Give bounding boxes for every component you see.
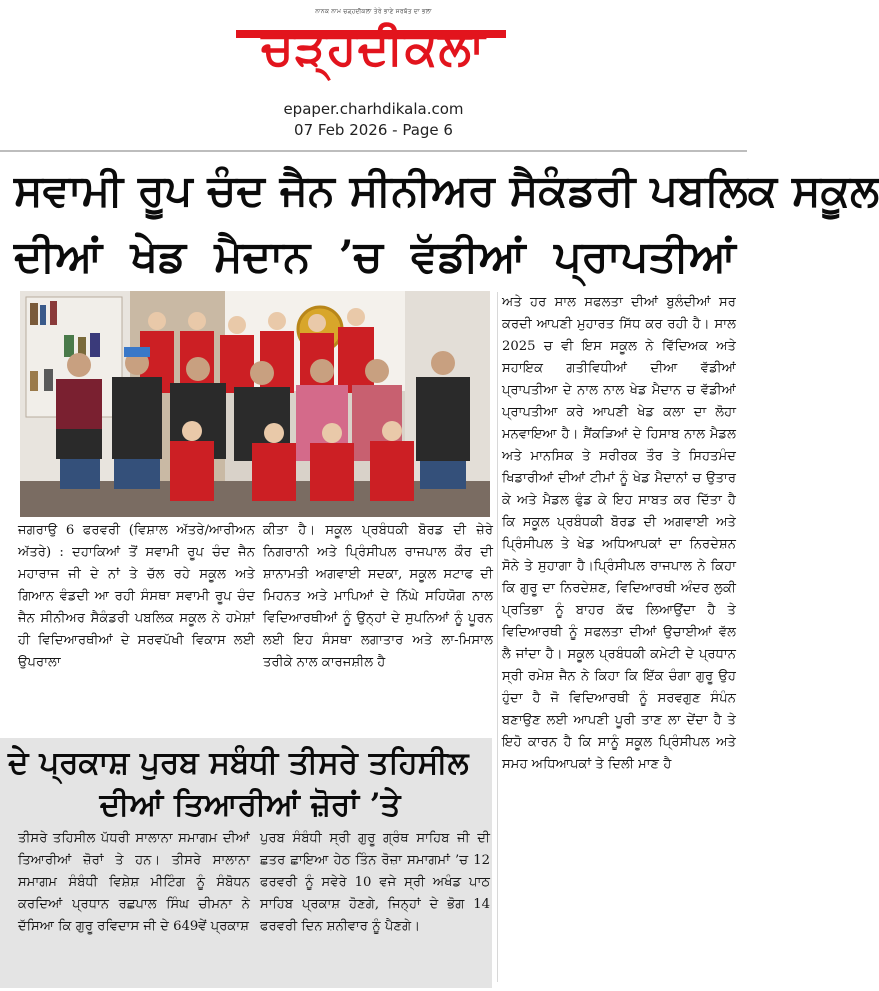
clip-border [0, 150, 747, 152]
article-headline-line1: ਸਵਾਮੀ ਰੂਪ ਚੰਦ ਜੈਨ ਸੀਨੀਅਰ ਸੈਕੰਡਰੀ ਪਬਲਿਕ ਸਕੂਲ [14, 166, 879, 216]
headline-word: ਪ੍ਰਾਪਤੀਆਂ [554, 232, 736, 282]
headline-word: ਦੀਆਂ [14, 232, 103, 282]
headline-word: ਖੇਡ [130, 232, 186, 282]
headline-word: ’ਚ [338, 232, 383, 282]
column-divider [497, 292, 498, 982]
headline-word: ਵੱਡੀਆਂ [411, 232, 526, 282]
masthead [0, 0, 747, 150]
second-article-column-2: ਪੁਰਬ ਸੰਬੰਧੀ ਸ੍ਰੀ ਗੁਰੂ ਗ੍ਰੰਥ ਸਾਹਿਬ ਜੀ ਦੀ ਛਤਰ ਛਾਇਆ ਹੇਠ ਤਿੰਨ ਰੋਜ਼ਾ ਸਮਾਗਮਾਂ ’ਚ 12 ਫਰਵਰੀ ਨੂੰ ਸਵੇਰੇ 10 ਵਜੇ ਸ੍ਰੀ ਅਖੰਡ ਪਾਠ ਸਾਹਿਬ ਪ੍ਰਕਾਸ਼ ਹੋਣਗੇ, ਜਿਨ੍ਹਾਂ ਦੇ ਭੋਗ 14 ਫਰਵਰੀ ਦਿਨ ਸ਼ਨੀਵਾਰ ਨੂੰ ਪੈਣਗੇ। [260, 831, 490, 934]
edition-date: 07 Feb 2026 - Page 6 [294, 121, 453, 139]
newspaper-logo: ਚੜ੍ਹਦੀਕਲਾ [261, 20, 486, 76]
masthead-tagline: ਨਾਨਕ ਨਾਮ ਚੜ੍ਹਦੀਕਲਾ ਤੇਰੇ ਭਾਣੇ ਸਰਬੱਤ ਦਾ ਭਲਾ [315, 8, 432, 15]
epaper-url[interactable]: epaper.charhdikala.com [283, 100, 464, 118]
article-column-1: ਜਗਰਾਉ 6 ਫਰਵਰੀ (ਵਿਸ਼ਾਲ ਅੱਤਰੇ/ਆਰੀਅਨ ਅੱਤਰੇ) : ਦਹਾਕਿਆਂ ਤੋਂ ਸਵਾਮੀ ਰੂਪ ਚੰਦ ਜੈਨ ਮਹਾਰਾਜ ਜੀ ਦੇ ਨਾਂ ਤੇ ਚੱਲ ਰਹੇ ਸਕੂਲ ਅਤੇ ਗਿਆਨ ਵੰਡਦੀ ਆ ਰਹੀ ਸੰਸਥਾ ਸਵਾਮੀ ਰੂਪ ਚੰਦ ਜੈਨ ਸੀਨੀਅਰ ਸੈਕੰਡਰੀ ਪਬਲਿਕ ਸਕੂਲ ਨੇ ਹਮੇਸ਼ਾਂ ਹੀ ਵਿਦਿਆਰਥੀਆਂ ਦੇ ਸਰਵਪੱਖੀ ਵਿਕਾਸ ਲਈ ਉਪਰਾਲਾ [18, 523, 255, 670]
article-headline-line2 [14, 228, 736, 286]
second-article-headline-line2: ਦੀਆਂ ਤਿਆਰੀਆਂ ਜ਼ੋਰਾਂ ’ਤੇ [99, 787, 401, 823]
article-photo [20, 291, 490, 517]
article-column-2: ਕੀਤਾ ਹੈ। ਸਕੂਲ ਪ੍ਰਬੰਧਕੀ ਬੋਰਡ ਦੀ ਜ਼ੇਰੇ ਨਿਗਰਾਨੀ ਅਤੇ ਪ੍ਰਿੰਸੀਪਲ ਰਾਜਪਾਲ ਕੌਰ ਦੀ ਸ਼ਾਨਾਮਤੀ ਅਗਵਾਈ ਸਦਕਾ, ਸਕੂਲ ਸਟਾਫ ਦੀ ਮਿਹਨਤ ਅਤੇ ਮਾਪਿਆਂ ਦੇ ਨਿੱਘੇ ਸਹਿਯੋਗ ਨਾਲ ਵਿਦਿਆਰਥੀਆਂ ਨੂੰ ਉਨ੍ਹਾਂ ਦੇ ਸੁਪਨਿਆਂ ਨੂੰ ਪੂਰਨ ਲਈ ਇਹ ਸੰਸਥਾ ਲਗਾਤਾਰ ਅਤੇ ਲਾ-ਮਿਸਾਲ ਤਰੀਕੇ ਨਾਲ ਕਾਰਜਸ਼ੀਲ ਹੈ [263, 523, 493, 670]
headline-word: ਮੈਦਾਨ [214, 232, 311, 282]
article-column-3: ਅਤੇ ਹਰ ਸਾਲ ਸਫਲਤਾ ਦੀਆਂ ਬੁਲੰਦੀਆਂ ਸਰ ਕਰਦੀ ਆਪਣੀ ਮੁਹਾਰਤ ਸਿੱਧ ਕਰ ਰਹੀ ਹੈ। ਸਾਲ 2025 ਚ ਵੀ ਇਸ ਸਕੂਲ ਨੇ ਵਿੱਦਿਅਕ ਅਤੇ ਸਹਾਇਕ ਗਤੀਵਿਧੀਆਂ ਦੀਆ ਵੱਡੀਆਂ ਪ੍ਰਾਪਤੀਆ ਦੇ ਨਾਲ ਨਾਲ ਖੇਡ ਮੈਦਾਨ ਚ ਵੱਡੀਆਂ ਪ੍ਰਾਪਤੀਆ ਕਰੇ ਆਪਣੀ ਖੇਡ ਕਲਾ ਦਾ ਲੋਹਾ ਮਨਵਾਇਆ ਹੈ। ਸੈਂਕੜਿਆਂ ਦੇ ਹਿਸਾਬ ਨਾਲ ਮੈਡਲ ਅਤੇ ਮਾਨਸਿਕ ਤੇ ਸਰੀਰਕ ਤੌਰ ਤੇ ਸਿਹਤਮੰਦ ਖਿਡਾਰੀਆਂ ਦੀਆਂ ਟੀਮਾਂ ਨੂੰ ਖੇਡ ਮੈਦਾਨਾਂ ਚ ਉਤਾਰ ਕੇ ਅਤੇ ਮੈਡਲ ਫੁੰਡ ਕੇ ਇਹ ਸਾਬਤ ਕਰ ਦਿੱਤਾ ਹੈ ਕਿ ਸਕੂਲ ਪ੍ਰਬੰਧਕੀ ਬੋਰਡ ਦੀ ਅਗਵਾਈ ਅਤੇ ਪ੍ਰਿੰਸੀਪਲ ਤੇ ਖੇਡ ਅਧਿਆਪਕਾਂ ਦਾ ਨਿਰਦੇਸ਼ਨ ਸੋਨੇ ਤੇ ਸੁਹਾਗਾ ਹੈ।ਪ੍ਰਿੰਸੀਪਲ ਰਾਜਪਾਲ ਨੇ ਕਿਹਾ ਕਿ ਗੁਰੂ ਦਾ ਨਿਰਦੇਸ਼ਣ, ਵਿਦਿਆਰਥੀ ਅੰਦਰ ਲੁਕੀ ਪ੍ਰਤਿਭਾ ਨੂੰ ਬਾਹਰ ਕੱਢ ਲਿਆਉਂਦਾ ਹੈ ਤੇ ਵਿਦਿਆਰਥੀ ਨੂੰ ਸਫਲਤਾ ਦੀਆਂ ਉਚਾਈਆਂ ਵੱਲ ਲੈ ਜਾਂਦਾ ਹੈ। ਸਕੂਲ ਪ੍ਰਬੰਧਕੀ ਕਮੇਟੀ ਦੇ ਪ੍ਰਧਾਨ ਸ੍ਰੀ ਰਮੇਸ਼ ਜੈਨ ਨੇ ਕਿਹਾ ਕਿ ਇੱਕ ਚੰਗਾ ਗੁਰੂ ਉਹ ਹੁੰਦਾ ਹੈ ਜੋ ਵਿਦਿਆਰਥੀ ਨੂੰ ਸਰਵਗੁਣ ਸੰਪੰਨ ਬਣਾਉਣ ਲਈ ਆਪਣੀ ਪੂਰੀ ਤਾਣ ਲਾ ਦੇਂਦਾ ਹੈ ਤੇ ਇਹੋ ਕਾਰਨ ਹੈ ਕਿ ਸਾਨੂੰ ਸਕੂਲ ਪ੍ਰਿੰਸੀਪਲ ਅਤੇ ਸਮਹ ਅਧਿਆਪਕਾਂ ਤੇ ਦਿਲੀ ਮਾਣ ਹੈ [502, 295, 736, 772]
group-photo-illustration [20, 291, 490, 517]
second-article-headline-line1: ਦੇ ਪ੍ਰਕਾਸ਼ ਪੁਰਬ ਸਬੰਧੀ ਤੀਸਰੇ ਤਹਿਸੀਲ [8, 745, 469, 781]
second-article-column-1: ਤੀਸਰੇ ਤਹਿਸੀਲ ਪੱਧਰੀ ਸਾਲਾਨਾ ਸਮਾਗਮ ਦੀਆਂ ਤਿਆਰੀਆਂ ਜ਼ੋਰਾਂ ਤੇ ਹਨ। ਤੀਸਰੇ ਸਾਲਾਨਾ ਸਮਾਗਮ ਸੰਬੰਧੀ ਵਿਸ਼ੇਸ਼ ਮੀਟਿੰਗ ਨੂੰ ਸੰਬੋਧਨ ਕਰਦਿਆਂ ਪ੍ਰਧਾਨ ਰਛਪਾਲ ਸਿੰਘ ਚੀਮਨਾ ਨੇ ਦੱਸਿਆ ਕਿ ਗੁਰੂ ਰਵਿਦਾਸ ਜੀ ਦੇ 649ਵੇਂ ਪ੍ਰਕਾਸ਼ [18, 831, 250, 934]
